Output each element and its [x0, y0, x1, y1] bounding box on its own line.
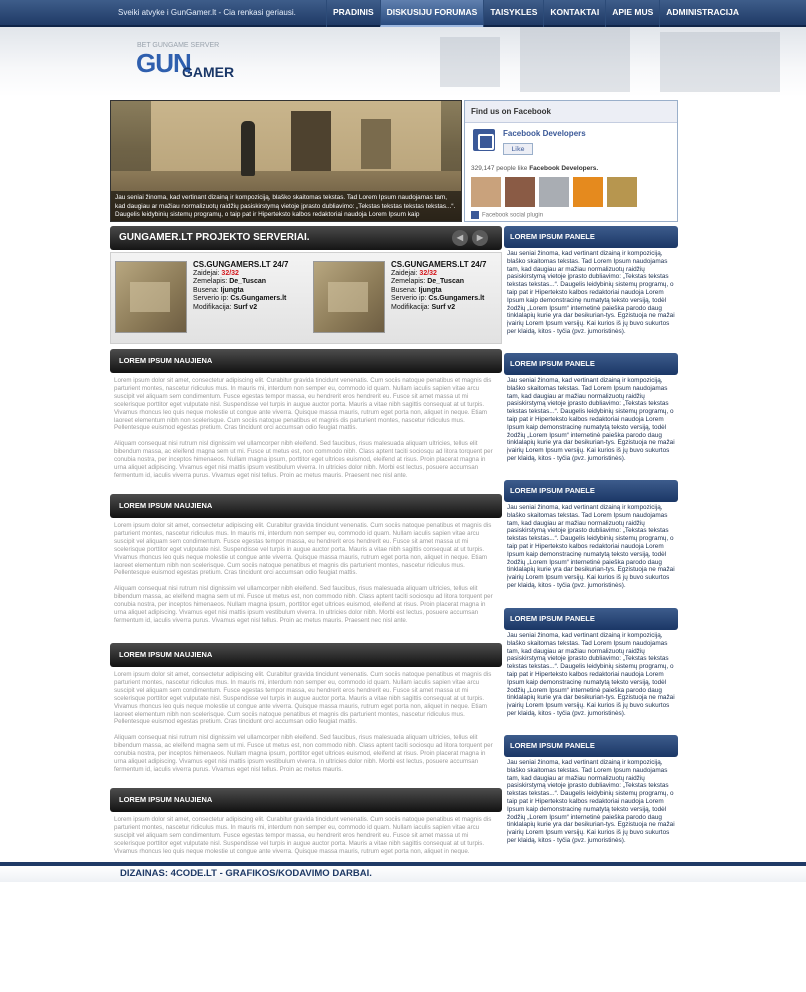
- facebook-header: Find us on Facebook: [465, 101, 677, 123]
- server-map: De_Tuscan: [229, 278, 267, 286]
- logo-subtitle: BET GUNGAME SERVER: [137, 42, 220, 49]
- news-header[interactable]: LOREM IPSUM NAUJIENA: [110, 788, 502, 812]
- nav-item-taisykles[interactable]: TAISYKLES: [483, 0, 543, 27]
- news-header[interactable]: LOREM IPSUM NAUJIENA: [110, 349, 502, 373]
- header-decor: [520, 27, 630, 92]
- panel-body: Jau seniai žinoma, kad vertinant dizainą ir kompoziciją, blaško skaitomas tekstas. Tad Lorem Ipsum naudojamas tam, kad daugiau ar mažiau normalizuotų raidžių pasiskirstymą vietoje įprasto dubliavimo: „Tekstas tekstas tekstas tekstas...“. Daugelis leidybinių sistemų programų, o taip pat ir Hipertekstо kalbos redaktoriai naudoja Lorem Ipsum kaip demonstracinę numatytą tekstо versiją, todėl žodžių „Lorem Ipsum“ internetinė paieška parodo daug tinklalapių kurie yra dar besikurian-tys. Egzistuoja ne mažai įvairių Lorem Ipsum versijų. Kai kurios iš jų buvo sukurtos per klaidą, kitos - tyčia (pvz. jumoristinės).: [507, 377, 675, 462]
- server-players: 32/32: [419, 269, 437, 277]
- footer: [0, 866, 806, 882]
- logo-gun: GUN: [136, 48, 191, 78]
- nav-item-pradinis[interactable]: PRADINIS: [326, 0, 380, 27]
- panel-body: Jau seniai žinoma, kad vertinant dizainą ir kompoziciją, blaško skaitomas tekstas. Tad Lorem Ipsum naudojamas tam, kad daugiau ar mažiau normalizuotų raidžių pasiskirstymą vietoje įprasto dubliavimo: „Tekstas tekstas tekstas tekstas...“. Daugelis leidybinių sistemų programų, o taip pat ir Hipertekstо kalbos redaktoriai naudoja Lorem Ipsum kaip demonstracinę numatytą tekstо versiją, todėl žodžių „Lorem Ipsum“ internetinė paieška parodo daug tinklalapių kurie yra dar besikurian-tys. Egzistuoja ne mažai įvairių Lorem Ipsum versijų. Kai kurios iš jų buvo sukurtos per klaidą, kitos - tyčia (pvz. jumoristinės).: [507, 250, 675, 335]
- nav-item-kontaktai[interactable]: KONTAKTAI: [543, 0, 605, 27]
- news-header[interactable]: LOREM IPSUM NAUJIENA: [110, 643, 502, 667]
- nav-item-diskusiju-forumas[interactable]: DISKUSIJU FORUMAS: [380, 0, 484, 27]
- chevron-right-icon[interactable]: ▶: [472, 230, 488, 246]
- slide-image-door: [361, 119, 391, 169]
- server-card[interactable]: [309, 261, 489, 337]
- server-mod: Surf v2: [233, 303, 258, 311]
- featured-slide[interactable]: [110, 100, 462, 222]
- server-name: CS.GUNGAMERS.LT 24/7: [391, 260, 487, 269]
- facebook-like-button[interactable]: Like: [503, 143, 533, 155]
- server-players: 32/32: [221, 269, 239, 277]
- server-ip: Cs.Gungamers.lt: [230, 295, 287, 303]
- server-name: CS.GUNGAMERS.LT 24/7: [193, 260, 289, 269]
- news-body: Lorem ipsum dolor sit amet, consectetur adipiscing elit. Curabitur gravida tincidunt venenatis. Cum sociis natoque penatibus et magnis dis parturient montes, nascetur ridiculus mus. In mauris mi, interdum non semper eu, commodo id quam. Nullam iaculis sapien vitae arcu suscipit vel aliquam sem condimentum. Fusce egestas tempor massa, eu hendrerit eros hendrerit eu. Fusce sit amet massa ut mi scelerisque porttitor eget vulputate nisl. Suspendisse vel turpis in augue auctor porta. Mauris a vitae nibh sagittis consequat at ut turpis. Vivamus rhoncus leo quis neque molestie ut congue ante viverra. Quisque massa mauris, rutrum eget porta non, aliquet in neque.: [114, 816, 492, 855]
- header-decor: [660, 32, 780, 92]
- site-slogan: Sveiki atvyke i GunGamer.lt - Cia renkasi geriausi.: [118, 8, 296, 17]
- server-info: CS.GUNGAMERS.LT 24/7 Zaidejai: 32/32 Zemelapis: De_Tuscan Busena: Ijungta Serverio ip: Cs.Gungamers.lt Modifikacija: Surf v2: [391, 260, 487, 311]
- slide-caption: Jau seniai žinoma, kad vertinant dizainą ir kompoziciją, blaško skaitomas tekstas. Tad Lorem Ipsum naudojamas tam, kad daugiau ar mažiau normalizuotų raidžių pasiskirstymą vietoje įprasto dubliavimo: „Tekstas tekstas tekstas tekstas...“. Daugelis leidybinių sistemų programų, o taip pat ir Hipertekstо kalbos redaktoriai naudoja Lorem Ipsum kaip: [111, 191, 462, 221]
- news-body: Lorem ipsum dolor sit amet, consectetur adipiscing elit. Curabitur gravida tincidunt venenatis. Cum sociis natoque penatibus et magnis dis parturient montes, nascetur ridiculus mus. In mauris mi, interdum non semper eu, commodo id quam. Nullam iaculis sapien vitae arcu suscipit vel aliquam sem condimentum. Fusce egestas tempor massa, eu hendrerit eros hendrerit eu. Fusce sit amet massa ut mi scelerisque porttitor eget vulputate nisl. Suspendisse vel turpis in augue auctor porta. Mauris a vitae nibh sagittis consequat at ut turpis. Vivamus rhoncus leo quis neque molestie ut congue ante viverra. Quisque massa mauris, rutrum eget porta non, aliquet in neque. Etiam laoreet elementum nibh non scelerisque. Cum sociis natoque penatibus et magnis dis parturient montes, nascetur ridiculus mus. Pellentesque euismod egestas pretium. Cras tincidunt orci accumsan odio feugiat mattis. Aliquam consequat nisi rutrum nisl dignissim vel ullamcorper nibh eleifend. Sed faucibus, risus malesuada aliquam ultricies, tellus elit bibendum massa, ac eleifend magna sem ut mi. Fusce ut metus est, non commodo nibh. Class aptent taciti sociosqu ad litora torquent per conubia nostra, per inceptos himenaeos. Nullam magna ipsum, porttitor eget ultrices euismod, eleifend at risus. Proin placerat magna in urna aliquet adipiscing. Vivamus eget nisi mattis ipsum vestibulum viverra. In ultricies dolor nibh. Morbi est lectus, posuere accumsan fermentum id, iaculis viverra purus. Vivamus eget nisl tellus. Proin ac metus mauris. Praesent nec nisl ante.: [114, 522, 493, 624]
- main-nav: [326, 0, 745, 27]
- facebook-plugin-label[interactable]: Facebook social plugin: [471, 211, 543, 219]
- facebook-page-name[interactable]: Facebook Developers: [503, 129, 586, 138]
- header-decor: [440, 37, 500, 87]
- facebook-count-page[interactable]: Facebook Developers.: [529, 165, 599, 172]
- nav-item-apie-mus[interactable]: APIE MUS: [605, 0, 659, 27]
- facebook-like-count: [471, 165, 598, 172]
- news-body: Lorem ipsum dolor sit amet, consectetur adipiscing elit. Curabitur gravida tincidunt venenatis. Cum sociis natoque penatibus et magnis dis parturient montes, nascetur ridiculus mus. In mauris mi, interdum non semper eu, commodo id quam. Nullam iaculis sapien vitae arcu suscipit vel aliquam sem condimentum. Fusce egestas tempor massa, eu hendrerit eros hendrerit eu. Fusce sit amet massa ut mi scelerisque porttitor eget vulputate nisl. Suspendisse vel turpis in augue auctor porta. Mauris a vitae nibh sagittis consequat at ut turpis. Vivamus rhoncus leo quis neque molestie ut congue ante viverra. Quisque massa mauris, rutrum eget porta non, aliquet in neque. Etiam laoreet elementum nibh non scelerisque. Cum sociis natoque penatibus et magnis dis parturient montes, nascetur ridiculus mus. Pellentesque euismod egestas pretium. Cras tincidunt orci accumsan odio feugiat mattis. Aliquam consequat nisi rutrum nisl dignissim vel ullamcorper nibh eleifend. Sed faucibus, risus malesuada aliquam ultricies, tellus elit bibendum massa, ac eleifend magna sem ut mi. Fusce ut metus est, non commodo nibh. Class aptent taciti sociosqu ad litora torquent per conubia nostra, per inceptos himenaeos. Nullam magna ipsum, porttitor eget ultrices euismod, eleifend at risus. Proin placerat magna in urna aliquet adipiscing. Vivamus eget nisi mattis ipsum vestibulum viverra. In ultricies dolor nibh. Morbi est lectus, posuere accumsan fermentum id, iaculis viverra purus. Vivamus eget nisl tellus. Proin ac metus mauris. Praesent nec nisl ante.: [114, 377, 493, 479]
- panel-header[interactable]: LOREM IPSUM PANELE: [504, 608, 678, 630]
- news-body: Lorem ipsum dolor sit amet, consectetur adipiscing elit. Curabitur gravida tincidunt venenatis. Cum sociis natoque penatibus et magnis dis parturient montes, nascetur ridiculus mus. In mauris mi, interdum non semper eu, commodo id quam. Nullam iaculis sapien vitae arcu suscipit vel aliquam sem condimentum. Fusce egestas tempor massa, eu hendrerit eros hendrerit eu. Fusce sit amet massa ut mi scelerisque porttitor eget vulputate nisl. Suspendisse vel turpis in augue auctor porta. Mauris a vitae nibh sagittis consequat at ut turpis. Vivamus rhoncus leo quis neque molestie ut congue ante viverra. Quisque massa mauris, rutrum eget porta non, aliquet in neque. Etiam laoreet elementum nibh non scelerisque. Cum sociis natoque penatibus et magnis dis parturient montes, nascetur ridiculus mus. Pellentesque euismod egestas pretium. Cras tincidunt orci accumsan odio feugiat mattis. Aliquam consequat nisi rutrum nisl dignissim vel ullamcorper nibh eleifend. Sed faucibus, risus malesuada aliquam ultricies, tellus elit bibendum massa, ac eleifend magna sem ut mi. Fusce ut metus est, non commodo nibh. Class aptent taciti sociosqu ad litora torquent per conubia nostra, per inceptos himenaeos. Nullam magna ipsum, porttitor eget ultrices euismod, eleifend at risus. Proin placerat magna in urna aliquet adipiscing. Vivamus eget nisi mattis ipsum vestibulum viverra. In ultricies dolor nibh. Morbi est lectus, posuere accumsan fermentum id, iaculis viverra purus. Vivamus eget nisl tellus. Proin ac metus mauris.: [114, 671, 493, 773]
- panel-header[interactable]: LOREM IPSUM PANELE: [504, 226, 678, 248]
- header-background: [0, 27, 806, 97]
- servers-title: GUNGAMER.LT PROJEKTO SERVERIAI.: [119, 232, 310, 243]
- server-ip: Cs.Gungamers.lt: [428, 295, 485, 303]
- server-status: Ijungta: [220, 286, 244, 294]
- panel-header[interactable]: LOREM IPSUM PANELE: [504, 480, 678, 502]
- servers-header: [110, 226, 502, 250]
- panel-header[interactable]: LOREM IPSUM PANELE: [504, 353, 678, 375]
- avatar[interactable]: [573, 177, 603, 207]
- avatar[interactable]: [505, 177, 535, 207]
- avatar[interactable]: [539, 177, 569, 207]
- server-map-thumbnail: [115, 261, 187, 333]
- server-status: Ijungta: [418, 286, 442, 294]
- panel-body: Jau seniai žinoma, kad vertinant dizainą ir kompoziciją, blaško skaitomas tekstas. Tad Lorem Ipsum naudojamas tam, kad daugiau ar mažiau normalizuotų raidžių pasiskirstymą vietoje įprasto dubliavimo: „Tekstas tekstas tekstas tekstas...“. Daugelis leidybinių sistemų programų, o taip pat ir Hipertekstо kalbos redaktoriai naudoja Lorem Ipsum kaip demonstracinę numatytą tekstо versiją, todėl žodžių „Lorem Ipsum“ internetinė paieška parodo daug tinklalapių kurie yra dar besikurian-tys. Egzistuoja ne mažai įvairių Lorem Ipsum versijų. Kai kurios iš jų buvo sukurtos per klaidą, kitos - tyčia (pvz. jumoristinės).: [507, 504, 675, 589]
- server-map-thumbnail: [313, 261, 385, 333]
- server-mod: Surf v2: [431, 303, 456, 311]
- facebook-page-icon[interactable]: [473, 129, 495, 151]
- avatar[interactable]: [607, 177, 637, 207]
- facebook-icon: [471, 211, 479, 219]
- avatar[interactable]: [471, 177, 501, 207]
- facebook-count-text: 329,147 people like: [471, 165, 528, 172]
- panel-body: Jau seniai žinoma, kad vertinant dizainą ir kompoziciją, blaško skaitomas tekstas. Tad Lorem Ipsum naudojamas tam, kad daugiau ar mažiau normalizuotų raidžių pasiskirstymą vietoje įprasto dubliavimo: „Tekstas tekstas tekstas tekstas...“. Daugelis leidybinių sistemų programų, o taip pat ir Hipertekstо kalbos redaktoriai naudoja Lorem Ipsum kaip demonstracinę numatytą tekstо versiją, todėl žodžių „Lorem Ipsum“ internetinė paieška parodo daug tinklalapių kurie yra dar besikurian-tys. Egzistuoja ne mažai įvairių Lorem Ipsum versijų. Kai kurios iš jų buvo sukurtos per klaidą, kitos - tyčia (pvz. jumoristinės).: [507, 632, 675, 717]
- footer-credit[interactable]: DIZAINAS: 4CODE.LT - GRAFIKOS/KODAVIMO DARBAI.: [120, 868, 372, 879]
- nav-item-administracija[interactable]: ADMINISTRACIJA: [659, 0, 745, 27]
- server-info: CS.GUNGAMERS.LT 24/7 Zaidejai: 32/32 Zemelapis: De_Tuscan Busena: Ijungta Serverio ip: Cs.Gungamers.lt Modifikacija: Surf v2: [193, 260, 289, 311]
- news-header[interactable]: LOREM IPSUM NAUJIENA: [110, 494, 502, 518]
- panel-header[interactable]: LOREM IPSUM PANELE: [504, 735, 678, 757]
- slide-image-figure: [241, 121, 255, 176]
- panel-body: Jau seniai žinoma, kad vertinant dizainą ir kompoziciją, blaško skaitomas tekstas. Tad Lorem Ipsum naudojamas tam, kad daugiau ar mažiau normalizuotų raidžių pasiskirstymą vietoje įprasto dubliavimo: „Tekstas tekstas tekstas tekstas...“. Daugelis leidybinių sistemų programų, o taip pat ir Hipertekstо kalbos redaktoriai naudoja Lorem Ipsum kaip demonstracinę numatytą tekstо versiją, todėl žodžių „Lorem Ipsum“ internetinė paieška parodo daug tinklalapių kurie yra dar besikurian-tys. Egzistuoja ne mažai įvairių Lorem Ipsum versijų. Kai kurios iš jų buvo sukurtos per klaidą, kitos - tyčia (pvz. jumoristinės).: [507, 759, 675, 844]
- servers-list: [110, 252, 502, 344]
- server-map: De_Tuscan: [427, 278, 465, 286]
- chevron-left-icon[interactable]: ◀: [452, 230, 468, 246]
- top-bar: [0, 0, 806, 27]
- facebook-widget: [464, 100, 678, 222]
- facebook-faces: [471, 177, 637, 207]
- server-card[interactable]: [111, 261, 291, 337]
- slide-image-door: [291, 111, 331, 171]
- logo-gamer: GAMER: [182, 64, 235, 80]
